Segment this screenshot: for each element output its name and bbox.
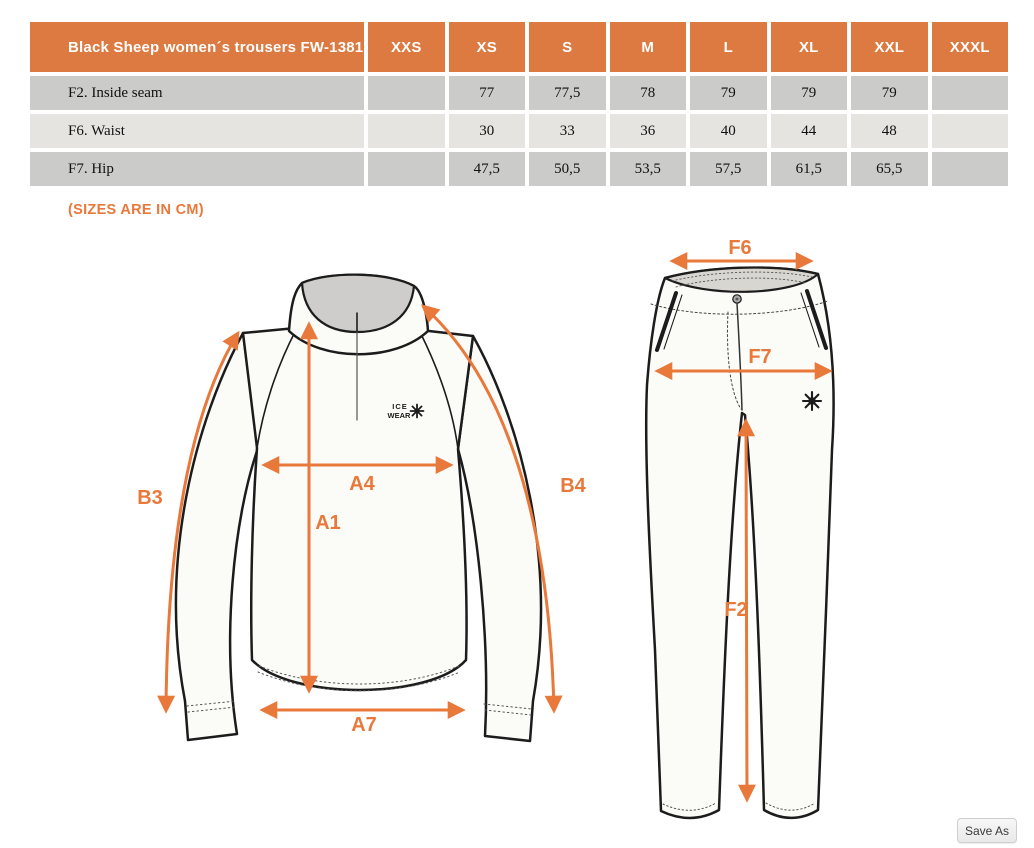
table-cell: 79 xyxy=(771,76,848,110)
table-cell: 53,5 xyxy=(610,152,687,186)
size-header-xxxl: XXXL xyxy=(932,22,1009,72)
table-cell: 44 xyxy=(771,114,848,148)
trousers-f2-label: F2 xyxy=(724,599,748,621)
size-header-xxl: XXL xyxy=(851,22,928,72)
shirt-body xyxy=(243,328,473,690)
shirt-a7-label: A7 xyxy=(351,714,377,736)
table-cell: 77 xyxy=(449,76,526,110)
row-label-waist: F6. Waist xyxy=(30,114,364,148)
snowflake-icon xyxy=(411,405,424,418)
size-header-xl: XL xyxy=(771,22,848,72)
svg-text:ICE: ICE xyxy=(392,402,408,411)
shirt-a4-label: A4 xyxy=(349,473,375,495)
size-header-m: M xyxy=(610,22,687,72)
shirt-left-sleeve xyxy=(176,333,258,740)
save-as-button[interactable]: Save As xyxy=(957,818,1017,843)
table-cell: 30 xyxy=(449,114,526,148)
table-cell: 65,5 xyxy=(851,152,928,186)
table-cell: 78 xyxy=(610,76,687,110)
table-cell: 50,5 xyxy=(529,152,606,186)
table-cell: 57,5 xyxy=(690,152,767,186)
row-label-inside-seam: F2. Inside seam xyxy=(30,76,364,110)
table-cell: 79 xyxy=(851,76,928,110)
sizes-in-cm-note: (SIZES ARE IN CM) xyxy=(68,202,204,218)
table-cell: 36 xyxy=(610,114,687,148)
trousers-f7-label: F7 xyxy=(748,346,772,368)
size-header-l: L xyxy=(690,22,767,72)
trousers-f6-label: F6 xyxy=(728,237,752,259)
shirt-a1-label: A1 xyxy=(315,512,341,534)
table-cell: 40 xyxy=(690,114,767,148)
svg-text:WEAR: WEAR xyxy=(387,411,411,420)
table-cell: 48 xyxy=(851,114,928,148)
table-title: Black Sheep women´s trousers FW-1381 xyxy=(30,22,364,72)
shirt-b4-label: B4 xyxy=(560,475,586,497)
table-cell: 33 xyxy=(529,114,606,148)
shirt-b3-label: B3 xyxy=(137,487,163,509)
table-cell: 61,5 xyxy=(771,152,848,186)
table-cell: 77,5 xyxy=(529,76,606,110)
size-header-xxs: XXS xyxy=(368,22,445,72)
table-cell: 79 xyxy=(690,76,767,110)
size-header-s: S xyxy=(529,22,606,72)
shirt-right-sleeve xyxy=(458,336,541,741)
trousers-drawing xyxy=(646,268,833,818)
table-cell: 47,5 xyxy=(449,152,526,186)
row-label-hip: F7. Hip xyxy=(30,152,364,186)
size-header-xs: XS xyxy=(449,22,526,72)
snowflake-icon xyxy=(803,392,821,410)
